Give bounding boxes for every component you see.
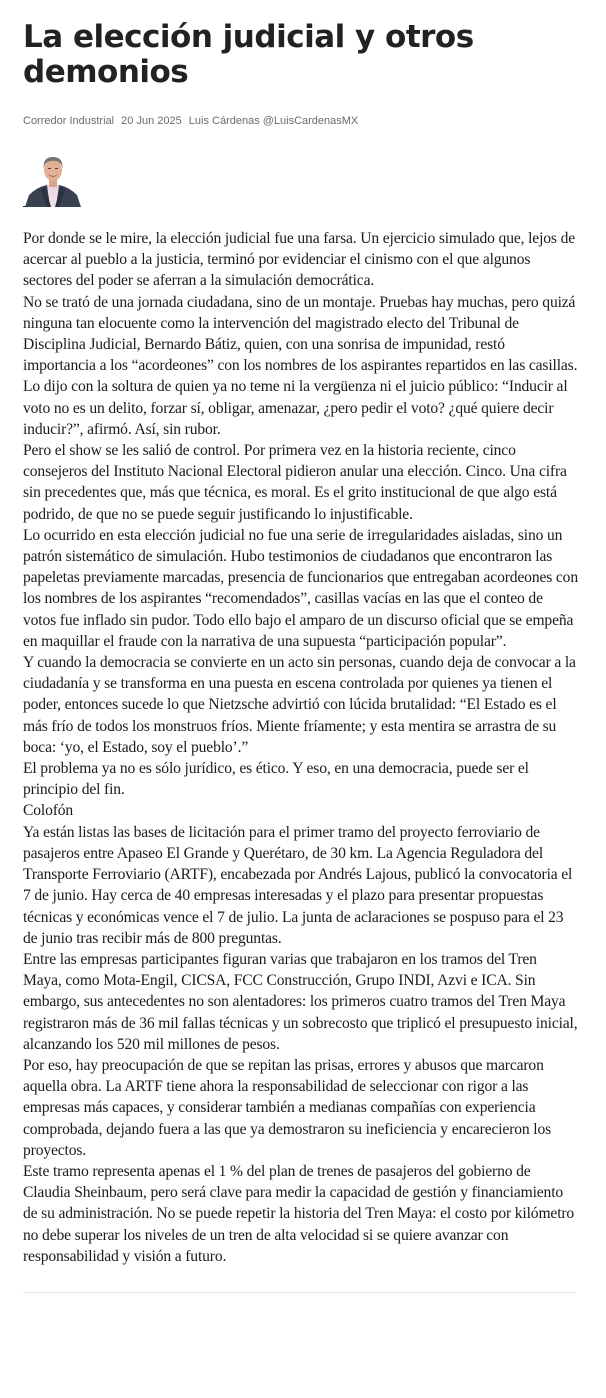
article (23, 0, 579, 1293)
article-paragraph: Lo ocurrido en esta elección judicial no fue una serie de irregularidades aisladas, sino un patrón sistemático de simulación. Hubo testimonios de ciudadanos que encontraron las papeletas previamente marcadas, presencia de funcionarios que entregaban acordeones con los nombres de los aspirantes “recomendados”, casillas vacías en las que el conteo de votos fue inflado sin pudor. Todo ello bajo el amparo de un discurso oficial que se empeña en maquillar el fraude con la narrativa de una supuesta “participación popular”. (23, 526, 578, 650)
author-avatar-photo (23, 153, 83, 207)
article-paragraph: Y cuando la democracia se convierte en un acto sin personas, cuando deja de convocar a la ciudadanía y se transforma en una puesta en escena controlada por quienes ya tienen el poder, entonces sucede lo que Nietzsche advirtió con lúcida brutalidad: “El Estado es el más frío de todos los monstruos fríos. Miente fríamente; y esta mentira se arrastra de su boca: ‘yo, el Estado, soy el pueblo’.” (23, 654, 576, 756)
article-paragraph: El problema ya no es sólo jurídico, es ético. Y eso, en una democracia, puede ser el principio del fin. (23, 760, 529, 799)
article-title: La elección judicial y otros demonios (23, 19, 474, 90)
byline (23, 115, 579, 127)
article-paragraph: Este tramo representa apenas el 1 % del plan de trenes de pasajeros del gobierno de Claudia Sheinbaum, pero será clave para medir la capacidad de gestión y financiamiento de su administración. No se puede repetir la historia del Tren Maya: el costo por kilómetro no debe superar los niveles de un tren de alta velocidad si se quiere avanzar con responsabilidad y visión a futuro. (23, 1162, 575, 1265)
article-paragraph: No se trató de una jornada ciudadana, sino de un montaje. Pruebas hay muchas, pero quizá ninguna tan elocuente como la intervención del magistrado electo del Tribunal de Disciplina Judicial, Bernardo Bátiz, quien, con una sonrisa de impunidad, restó importancia a los “acordeones” con los nombres de los aspirantes repartidos en las casillas. Lo dijo con la soltura de quien ya no teme ni la vergüenza ni el juicio público: “Inducir al voto no es un delito, forzar sí, obligar, amenazar, ¿pero pedir el voto? ¿qué quiere decir inducir?”, afirmó. Así, sin rubor. (23, 293, 578, 438)
article-paragraph: Por eso, hay preocupación de que se repitan las prisas, errores y abusos que marcaron aquella obra. La ARTF tiene ahora la responsabilidad de seleccionar con rigor a las empresas más capaces, y considerar también a medianas compañías con experiencia comprobada, dejando fuera a las que ya demostraron su ineficiencia y encarecieron los proyectos. (23, 1056, 552, 1159)
article-paragraph: Entre las empresas participantes figuran varias que trabajaron en los tramos del Tren Maya, como Mota-Engil, CICSA, FCC Construcción, Grupo INDI, Azvi e ICA. Sin embargo, sus antecedentes no son alentadores: los primeros cuatro tramos del Tren Maya registraron más de 36 mil fallas técnicas y un sobrecosto que triplicó el presupuesto inicial, alcanzando los 520 mil millones de pesos. (23, 950, 578, 1053)
article-paragraph: Por donde se le mire, la elección judicial fue una farsa. Un ejercicio simulado que, lejos de acercar al pueblo a la justicia, terminó por evidenciar el cinismo con el que algunos sectores del poder se aferran a la simulación democrática. (23, 230, 575, 290)
byline-section[interactable]: Corredor Industrial (23, 115, 115, 127)
article-paragraph: Pero el show se les salió de control. Por primera vez en la historia reciente, cinco consejeros del Instituto Nacional Electoral pidieron anular una elección. Cinco. Una cifra sin precedentes que, más que técnica, es moral. Es el grito institucional de que algo está podrido, de que no se puede seguir justificando lo injustificable. (23, 442, 567, 523)
article-paragraph: Ya están listas las bases de licitación para el primer tramo del proyecto ferroviario de pasajeros entre Apaseo El Grande y Querétaro, de 30 km. La Agencia Reguladora del Transporte Ferroviario (ARTF), encabezada por Andrés Lajous, publicó la convocatoria el 7 de junio. Hay cerca de 40 empresas interesadas y el plazo para presentar propuestas técnicas y económicas vence el 7 de julio. La junta de aclaraciones se pospuso para el 23 de junio tras recibir más de 800 preguntas. (23, 823, 573, 947)
article-body (23, 228, 579, 1267)
section-heading-colofon: Colofón (23, 802, 74, 820)
author-avatar-icon (23, 153, 83, 207)
byline-author[interactable]: Luis Cárdenas (188, 115, 260, 127)
article-end-divider (23, 1292, 576, 1293)
byline-handle[interactable]: @LuisCardenasMX (262, 115, 359, 127)
byline-date: 20 Jun 2025 (121, 115, 182, 127)
